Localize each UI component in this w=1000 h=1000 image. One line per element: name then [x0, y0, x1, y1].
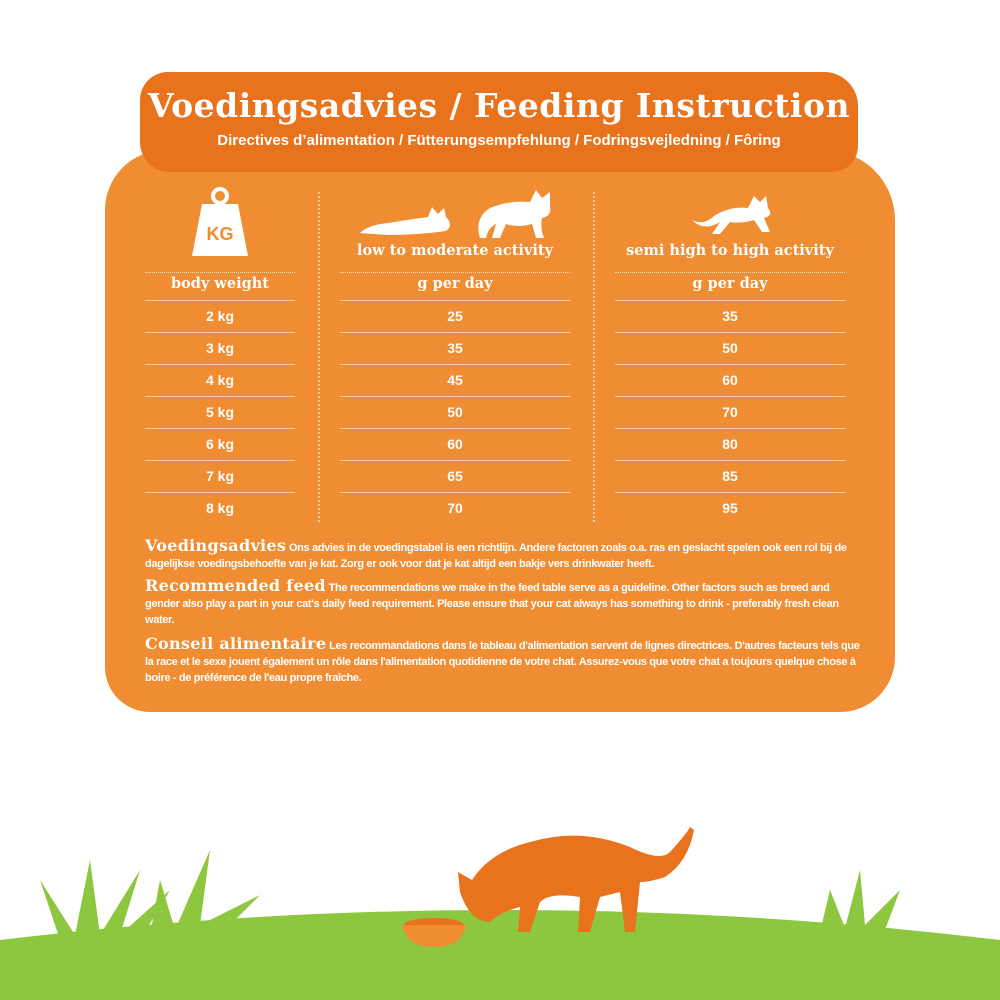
page-title: Voedingsadvies / Feeding Instruction — [148, 86, 850, 125]
grams-cell: 25 — [340, 300, 570, 332]
grams-cell: 95 — [615, 492, 845, 524]
page-subtitle: Directives d’alimentation / Fütterungsempfehlung / Fodringsvejledning / Fôring — [217, 132, 781, 149]
grams-cell: 45 — [340, 364, 570, 396]
weight-cell: 4 kg — [145, 364, 295, 396]
weight-icon-label: KG — [206, 224, 234, 244]
note-english — [145, 578, 865, 628]
weight-cell: 7 kg — [145, 460, 295, 492]
grams-cell: 60 — [340, 428, 570, 460]
weight-cell: 2 kg — [145, 300, 295, 332]
unit-label: g per day — [615, 272, 845, 292]
column-header-high-activity: semi high to high activity — [626, 242, 834, 259]
resting-cat-icon — [358, 203, 458, 237]
note-text: Les recommandations dans le tableau d'alimentation servent de lignes directrices. D'autres facteurs tels que la race et le sexe jouent également un rôle dans l'alimentation quotidienne de votre chat. Assurez-vous que votre chat a toujours quelque chose à boire - de préférence de l'eau propre fraîche. — [145, 640, 860, 684]
weight-cell: 3 kg — [145, 332, 295, 364]
grass-tuft-right — [820, 870, 900, 932]
note-french — [145, 636, 865, 686]
note-text: The recommendations we make in the feed table serve as a guideline. Other factors such as breed and gender also play a part in your cat's daily feed requirement. Please ensure that your cat always has something to drink - preferably fresh clean water. — [145, 582, 839, 626]
grams-cell: 70 — [340, 492, 570, 524]
column-divider — [318, 192, 320, 522]
column-divider — [593, 192, 595, 522]
weight-cell: 6 kg — [145, 428, 295, 460]
column-header-body-weight: body weight — [145, 272, 295, 292]
unit-label: g per day — [340, 272, 570, 292]
weight-cell: 5 kg — [145, 396, 295, 428]
note-heading: Conseil alimentaire — [145, 634, 327, 653]
grams-cell: 60 — [615, 364, 845, 396]
grams-cell: 70 — [615, 396, 845, 428]
note-heading: Recommended feed — [145, 576, 326, 595]
weight-cell: 8 kg — [145, 492, 295, 524]
note-dutch — [145, 538, 865, 572]
grams-cell: 35 — [615, 300, 845, 332]
grams-cell: 80 — [615, 428, 845, 460]
column-header-low-activity: low to moderate activity — [357, 242, 553, 259]
grams-cell: 50 — [615, 332, 845, 364]
grams-cell: 65 — [340, 460, 570, 492]
running-cat-icon — [690, 192, 775, 237]
eating-cat-icon — [450, 822, 700, 942]
title-band — [140, 72, 858, 172]
weight-kg-icon — [190, 186, 250, 258]
food-bowl-icon — [398, 915, 470, 951]
grams-cell: 85 — [615, 460, 845, 492]
grams-cell: 35 — [340, 332, 570, 364]
note-text: Ons advies in de voedingstabel is een richtlijn. Andere factoren zoals o.a. ras en geslacht spelen ook een rol bij de dagelijkse voedingsbehoefte van je kat. Zorg er ook voor dat je kat altijd een bakje vers drinkwater heeft. — [145, 542, 847, 570]
note-heading: Voedingsadvies — [145, 536, 287, 555]
sitting-cat-icon — [470, 188, 555, 240]
grams-cell: 50 — [340, 396, 570, 428]
